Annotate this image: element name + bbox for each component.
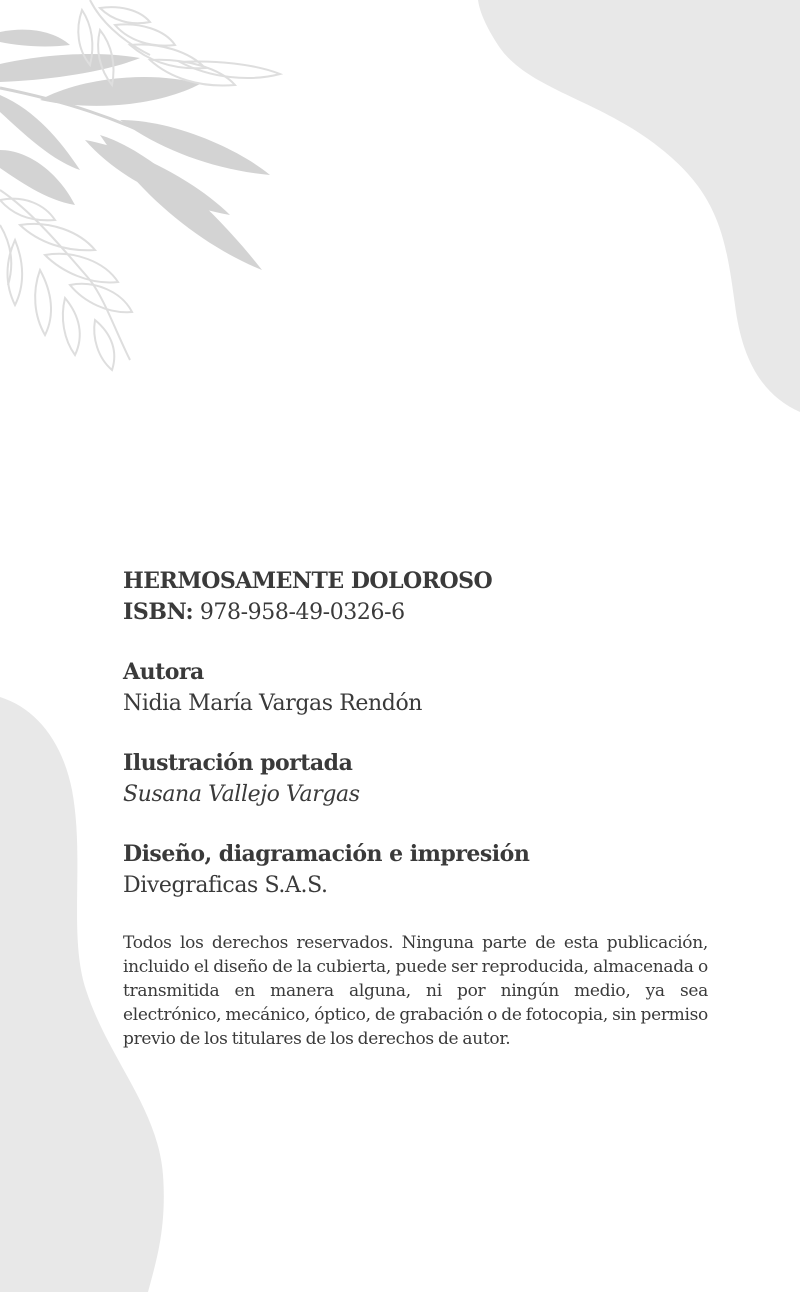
design-company: Divegraficas S.A.S. (123, 873, 328, 898)
illustrator-name: Susana Vallejo Vargas (123, 782, 360, 807)
isbn-label: ISBN: (123, 599, 194, 625)
isbn-value: 978-958-49-0326-6 (199, 600, 405, 625)
leaves-decoration (0, 0, 280, 370)
design-heading: Diseño, diagramación e impresión (123, 841, 530, 867)
author-heading: Autora (123, 659, 204, 685)
illustration-heading: Ilustración portada (123, 750, 353, 776)
rights-notice: Todos los derechos reservados. Ninguna parte de esta publicación, incluido el diseño de la cubierta, puede ser reproducida, almacenada o transmitida en manera alguna, ni por ningún medio, ya sea electrónico, mecánico, óptico, de grabación o de fotocopia, sin permiso previo de los titulares de los derechos de autor. (123, 933, 708, 1049)
author-name: Nidia María Vargas Rendón (123, 691, 423, 716)
author-section (123, 657, 708, 719)
isbn-line (123, 597, 708, 628)
design-section (123, 839, 708, 901)
book-title: HERMOSAMENTE DOLOROSO (123, 568, 493, 594)
illustration-section (123, 748, 708, 810)
copyright-page-content (123, 566, 708, 1068)
top-right-blob (478, 0, 800, 412)
